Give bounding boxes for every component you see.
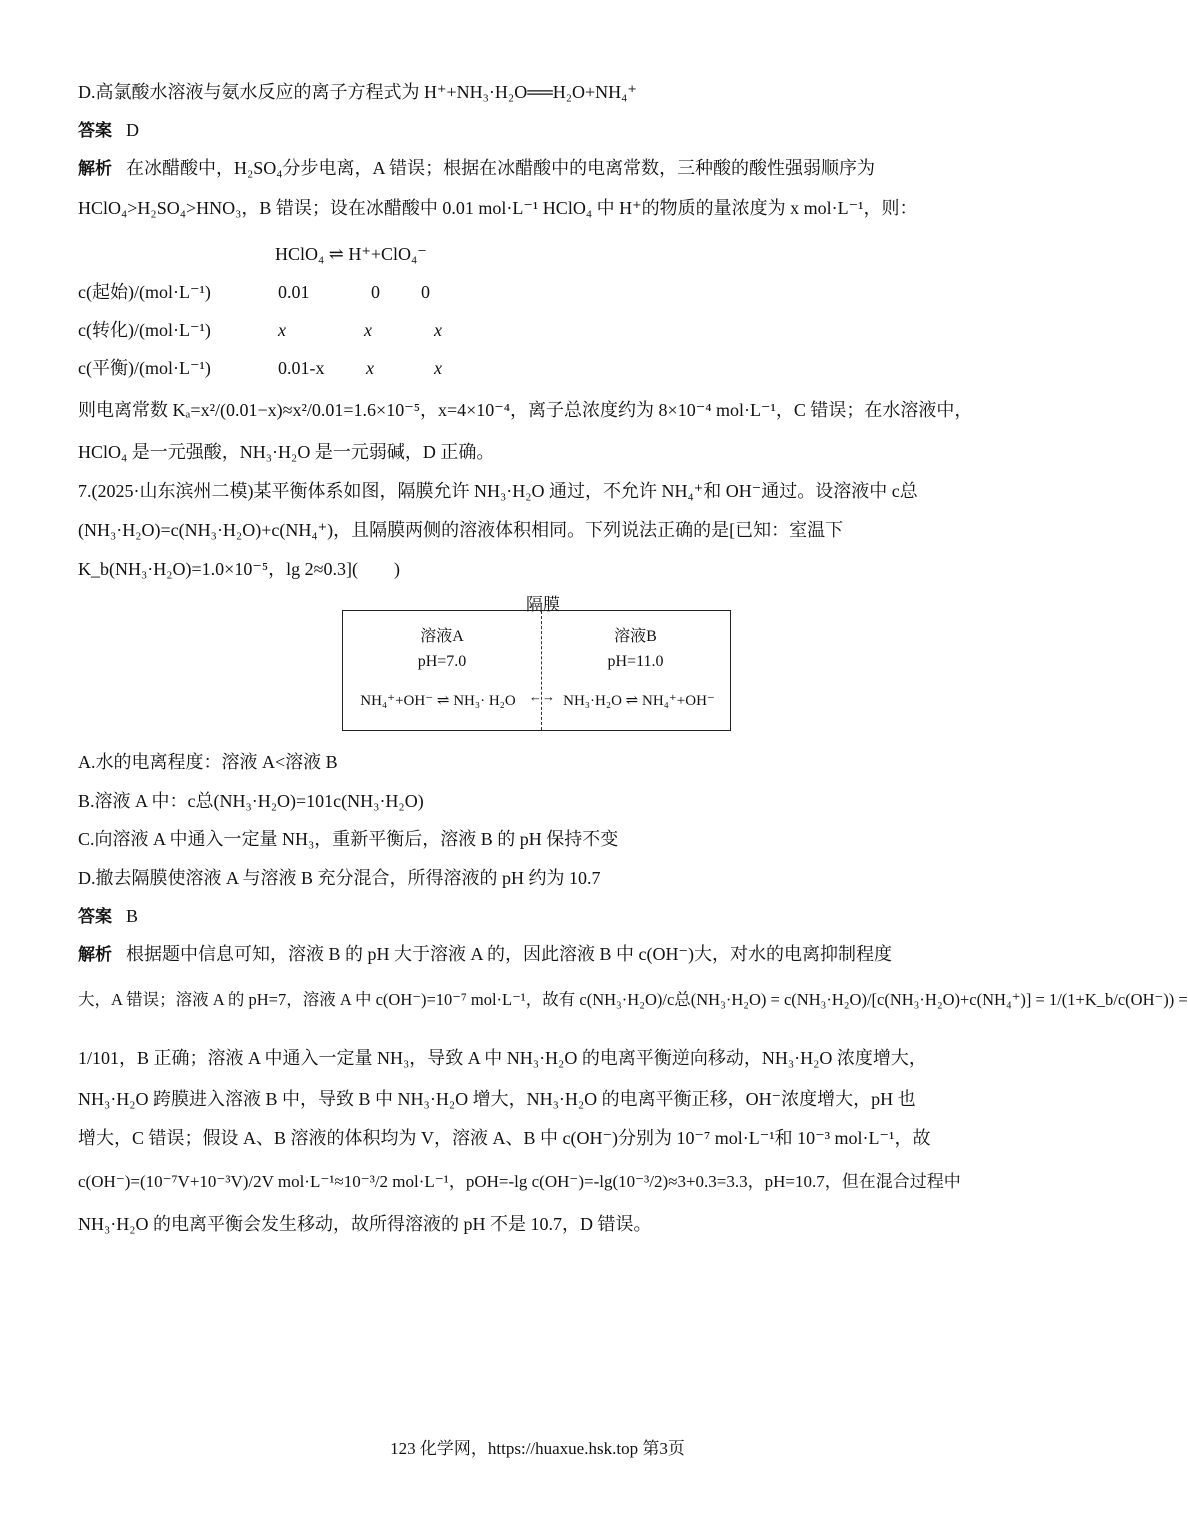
ka-calculation: 则电离常数 Kₐ=x²/(0.01−x)≈x²/0.01=1.6×10⁻⁵，x=4×10⁻⁴，离子总浓度约为 8×10⁻⁴ mol·L⁻¹，C 错误；在水溶液中， [78,400,973,420]
table-cell: x [434,320,442,340]
explanation-text: 在冰醋酸中，H₂SO₄分步电离，A 错误；根据在冰醋酸中的电离常数，三种酸的酸性强弱顺序为 [126,158,876,178]
answer-2 [78,904,138,929]
page-footer: 123 化学网，https://huaxue.hsk.top 第3页 [390,1439,685,1458]
explanation-2-line-6: c(OH⁻)=(10⁻⁷V+10⁻³V)/2V mol·L⁻¹≈10⁻³/2 mol·L⁻¹，pOH=-lg c(OH⁻)=-lg(10⁻³/2)≈3+0.3=3.3，pH=10.7，但在混合过程中 [78,1172,961,1191]
table-cell: x [364,320,372,340]
table-cell: x [366,358,374,378]
explanation-1 [78,156,875,181]
table-cell: 0.01-x [278,358,325,378]
table-cell: x [434,358,442,378]
table-cell: 0 [371,282,380,302]
explanation-label: 解析 [78,945,112,965]
explanation-2 [78,942,892,967]
solution-a-title: 溶液A [420,628,464,645]
explanation-2-line-3: 1/101，B 正确；溶液 A 中通入一定量 NH₃，导致 A 中 NH₃·H₂O 的电离平衡逆向移动，NH₃·H₂O 浓度增大， [78,1048,927,1068]
answer-value: B [126,906,139,926]
solution-b-equation: NH₃·H₂O ⇌ NH₄⁺+OH⁻ [563,693,715,709]
question-7-line-2: (NH₃·H₂O)=c(NH₃·H₂O)+c(NH₄⁺)，且隔膜两侧的溶液体积相同。下列说法正确的是[已知：室温下 [78,520,844,540]
membrane-label: 隔膜 [526,595,560,614]
explanation-text: 根据题中信息可知，溶液 B 的 pH 大于溶液 A 的，因此溶液 B 中 c(OH⁻)大，对水的电离抑制程度 [126,944,892,964]
ionization-equation: HClO₄ ⇌ H⁺+ClO₄⁻ [275,244,427,264]
explanation-2-line-2: 大，A 错误；溶液 A 的 pH=7，溶液 A 中 c(OH⁻)=10⁻⁷ mol·L⁻¹，故有 c(NH₃·H₂O)/c总(NH₃·H₂O) = c(NH₃·H₂O)/[c(NH₃·H₂O)+c(NH₄⁺)] = 1/(1+K_b/c(OH⁻)) = [78,990,1188,1009]
table-row-label: c(起始)/(mol·L⁻¹) [78,282,211,302]
explanation-line-2: HClO₄>H₂SO₄>HNO₃，B 错误；设在冰醋酸中 0.01 mol·L⁻¹ HClO₄ 中 H⁺的物质的量浓度为 x mol·L⁻¹，则： [78,198,918,218]
explanation-label: 解析 [78,159,112,179]
question-7-line-1: 7.(2025·山东滨州二模)某平衡体系如图，隔膜允许 NH₃·H₂O 通过，不允许 NH₄⁺和 OH⁻通过。设溶液中 c总 [78,481,918,501]
option-b: B.溶液 A 中：c总(NH₃·H₂O)=101c(NH₃·H₂O) [78,791,424,811]
option-d-line: D.高氯酸水溶液与氨水反应的离子方程式为 H⁺+NH₃·H₂O══H₂O+NH₄⁺ [78,82,637,102]
answer-1 [78,118,139,143]
option-d: D.撤去隔膜使溶液 A 与溶液 B 充分混合，所得溶液的 pH 约为 10.7 [78,868,601,888]
table-cell: 0.01 [278,282,310,302]
option-c: C.向溶液 A 中通入一定量 NH₃，重新平衡后，溶液 B 的 pH 保持不变 [78,829,619,849]
table-cell: 0 [421,282,430,302]
solution-a-equation: NH₄⁺+OH⁻ ⇌ NH₃· H₂O [360,693,516,709]
table-row-label: c(转化)/(mol·L⁻¹) [78,320,211,340]
explanation-2-line-4: NH₃·H₂O 跨膜进入溶液 B 中，导致 B 中 NH₃·H₂O 增大，NH₃·H₂O 的电离平衡正移，OH⁻浓度增大，pH 也 [78,1089,916,1109]
question-7-line-3: K_b(NH₃·H₂O)=1.0×10⁻⁵，lg 2≈0.3]( ) [78,559,400,579]
explanation-2-line-5: 增大，C 错误；假设 A、B 溶液的体积均为 V，溶液 A、B 中 c(OH⁻)分别为 10⁻⁷ mol·L⁻¹和 10⁻³ mol·L⁻¹，故 [78,1128,931,1148]
solution-b-ph: pH=11.0 [607,653,664,670]
solution-a-ph: pH=7.0 [417,653,467,670]
membrane-diagram [342,610,731,731]
explanation-line-5: HClO₄ 是一元强酸，NH₃·H₂O 是一元弱碱，D 正确。 [78,442,495,462]
option-a: A.水的电离程度：溶液 A<溶液 B [78,752,338,772]
answer-label: 答案 [78,907,112,927]
table-row-label: c(平衡)/(mol·L⁻¹) [78,358,211,378]
answer-label: 答案 [78,121,112,141]
membrane-arrow: ←→ [529,689,555,704]
explanation-2-line-7: NH₃·H₂O 的电离平衡会发生移动，故所得溶液的 pH 不是 10.7，D 错误。 [78,1214,652,1234]
table-cell: x [278,320,286,340]
solution-b-title: 溶液B [614,628,657,645]
answer-value: D [126,120,139,140]
